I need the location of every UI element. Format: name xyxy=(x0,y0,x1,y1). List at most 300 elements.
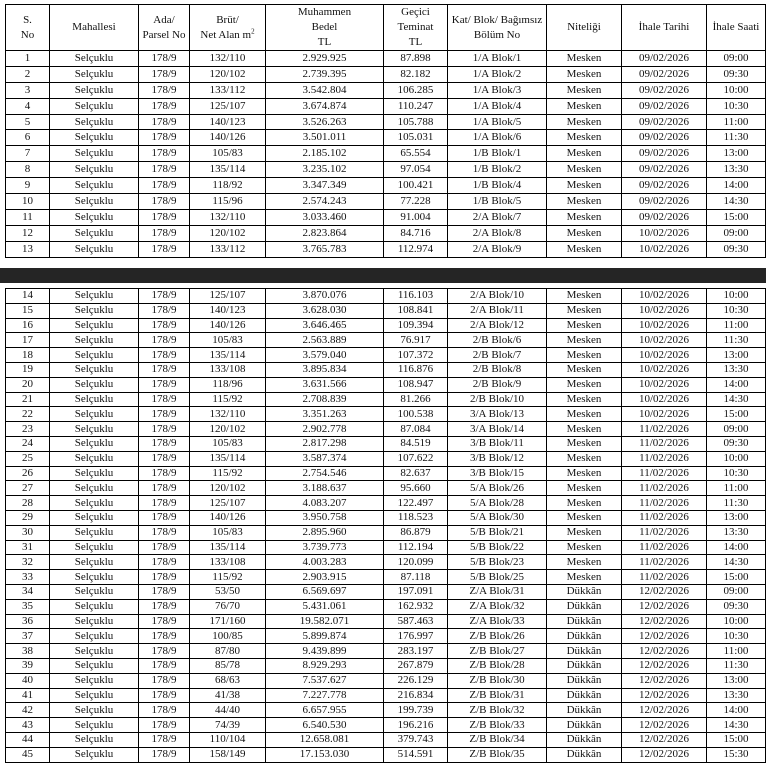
cell-sno: 6 xyxy=(6,130,50,146)
cell-bolum-no: Z/B Blok/35 xyxy=(448,747,547,762)
cell-ihale-tarihi: 10/02/2026 xyxy=(622,333,707,348)
cell-ihale-saati: 11:30 xyxy=(707,658,766,673)
cell-muhammen-bedel: 6.540.530 xyxy=(266,718,384,733)
cell-bolum-no: Z/B Blok/28 xyxy=(448,658,547,673)
cell-mahallesi: Selçuklu xyxy=(50,209,139,225)
cell-ihale-saati: 13:00 xyxy=(707,673,766,688)
table-row xyxy=(6,162,766,178)
auction-table-page-1 xyxy=(5,4,766,258)
cell-alan: 125/107 xyxy=(190,496,266,511)
cell-niteligi: Dükkân xyxy=(547,614,622,629)
cell-mahallesi: Selçuklu xyxy=(50,82,139,98)
cell-ada-parsel: 178/9 xyxy=(139,466,190,481)
cell-sno: 15 xyxy=(6,303,50,318)
cell-niteligi: Mesken xyxy=(547,51,622,67)
table-row xyxy=(6,114,766,130)
cell-ada-parsel: 178/9 xyxy=(139,407,190,422)
cell-ihale-tarihi: 12/02/2026 xyxy=(622,584,707,599)
cell-mahallesi: Selçuklu xyxy=(50,51,139,67)
cell-niteligi: Dükkân xyxy=(547,658,622,673)
cell-gecici-teminat: 162.932 xyxy=(384,599,448,614)
cell-ada-parsel: 178/9 xyxy=(139,747,190,762)
cell-bolum-no: 2/A Blok/8 xyxy=(448,225,547,241)
cell-ihale-tarihi: 10/02/2026 xyxy=(622,303,707,318)
table-row xyxy=(6,466,766,481)
cell-alan: 135/114 xyxy=(190,162,266,178)
cell-sno: 2 xyxy=(6,66,50,82)
cell-ihale-tarihi: 12/02/2026 xyxy=(622,732,707,747)
cell-ada-parsel: 178/9 xyxy=(139,436,190,451)
table-row xyxy=(6,718,766,733)
cell-ihale-saati: 10:30 xyxy=(707,629,766,644)
cell-bolum-no: 2/A Blok/10 xyxy=(448,289,547,304)
cell-niteligi: Mesken xyxy=(547,66,622,82)
cell-niteligi: Mesken xyxy=(547,510,622,525)
cell-ihale-tarihi: 11/02/2026 xyxy=(622,510,707,525)
cell-bolum-no: Z/B Blok/27 xyxy=(448,644,547,659)
table-row xyxy=(6,377,766,392)
cell-mahallesi: Selçuklu xyxy=(50,241,139,257)
cell-ada-parsel: 178/9 xyxy=(139,496,190,511)
cell-ihale-saati: 13:00 xyxy=(707,510,766,525)
cell-ada-parsel: 178/9 xyxy=(139,718,190,733)
cell-gecici-teminat: 87.084 xyxy=(384,422,448,437)
cell-bolum-no: 3/A Blok/14 xyxy=(448,422,547,437)
cell-ihale-tarihi: 12/02/2026 xyxy=(622,747,707,762)
cell-ada-parsel: 178/9 xyxy=(139,82,190,98)
cell-bolum-no: Z/B Blok/34 xyxy=(448,732,547,747)
cell-gecici-teminat: 100.538 xyxy=(384,407,448,422)
cell-alan: 140/126 xyxy=(190,510,266,525)
cell-bolum-no: 1/B Blok/2 xyxy=(448,162,547,178)
cell-ihale-saati: 10:00 xyxy=(707,289,766,304)
cell-gecici-teminat: 86.879 xyxy=(384,525,448,540)
cell-muhammen-bedel: 2.903.915 xyxy=(266,570,384,585)
cell-muhammen-bedel: 3.631.566 xyxy=(266,377,384,392)
cell-ihale-saati: 10:30 xyxy=(707,303,766,318)
cell-ada-parsel: 178/9 xyxy=(139,348,190,363)
cell-sno: 17 xyxy=(6,333,50,348)
cell-ihale-tarihi: 12/02/2026 xyxy=(622,629,707,644)
cell-bolum-no: 1/A Blok/5 xyxy=(448,114,547,130)
cell-muhammen-bedel: 3.895.834 xyxy=(266,362,384,377)
cell-bolum-no: Z/A Blok/32 xyxy=(448,599,547,614)
table-row xyxy=(6,584,766,599)
cell-sno: 30 xyxy=(6,525,50,540)
cell-sno: 42 xyxy=(6,703,50,718)
cell-ihale-saati: 11:30 xyxy=(707,333,766,348)
cell-mahallesi: Selçuklu xyxy=(50,644,139,659)
cell-ihale-tarihi: 11/02/2026 xyxy=(622,422,707,437)
cell-alan: 105/83 xyxy=(190,333,266,348)
table-row xyxy=(6,194,766,210)
cell-bolum-no: 5/B Blok/22 xyxy=(448,540,547,555)
cell-ihale-tarihi: 12/02/2026 xyxy=(622,688,707,703)
cell-alan: 100/85 xyxy=(190,629,266,644)
cell-gecici-teminat: 97.054 xyxy=(384,162,448,178)
cell-ihale-saati: 10:30 xyxy=(707,466,766,481)
cell-bolum-no: 2/B Blok/10 xyxy=(448,392,547,407)
cell-gecici-teminat: 84.716 xyxy=(384,225,448,241)
cell-ihale-saati: 09:00 xyxy=(707,225,766,241)
cell-muhammen-bedel: 3.765.783 xyxy=(266,241,384,257)
table-row xyxy=(6,688,766,703)
cell-alan: 115/92 xyxy=(190,392,266,407)
cell-ihale-saati: 14:30 xyxy=(707,555,766,570)
table-row xyxy=(6,644,766,659)
cell-mahallesi: Selçuklu xyxy=(50,570,139,585)
cell-alan: 115/92 xyxy=(190,466,266,481)
cell-bolum-no: 1/B Blok/5 xyxy=(448,194,547,210)
cell-mahallesi: Selçuklu xyxy=(50,178,139,194)
cell-muhammen-bedel: 6.569.697 xyxy=(266,584,384,599)
table-row xyxy=(6,658,766,673)
cell-bolum-no: 5/B Blok/25 xyxy=(448,570,547,585)
cell-alan: 120/102 xyxy=(190,481,266,496)
cell-ihale-saati: 09:30 xyxy=(707,66,766,82)
cell-ihale-tarihi: 10/02/2026 xyxy=(622,377,707,392)
cell-mahallesi: Selçuklu xyxy=(50,98,139,114)
cell-niteligi: Mesken xyxy=(547,570,622,585)
cell-sno: 27 xyxy=(6,481,50,496)
cell-muhammen-bedel: 7.227.778 xyxy=(266,688,384,703)
cell-ada-parsel: 178/9 xyxy=(139,599,190,614)
cell-muhammen-bedel: 5.431.061 xyxy=(266,599,384,614)
cell-ada-parsel: 178/9 xyxy=(139,130,190,146)
cell-sno: 9 xyxy=(6,178,50,194)
cell-gecici-teminat: 216.834 xyxy=(384,688,448,703)
cell-gecici-teminat: 587.463 xyxy=(384,614,448,629)
cell-ada-parsel: 178/9 xyxy=(139,555,190,570)
cell-alan: 120/102 xyxy=(190,225,266,241)
header-muhammen-bedel: Muhammen Bedel TL xyxy=(266,5,384,51)
cell-bolum-no: 1/A Blok/3 xyxy=(448,82,547,98)
cell-sno: 3 xyxy=(6,82,50,98)
table-row xyxy=(6,333,766,348)
table-row xyxy=(6,82,766,98)
cell-muhammen-bedel: 3.950.758 xyxy=(266,510,384,525)
cell-alan: 105/83 xyxy=(190,525,266,540)
cell-mahallesi: Selçuklu xyxy=(50,225,139,241)
cell-muhammen-bedel: 2.902.778 xyxy=(266,422,384,437)
cell-ihale-tarihi: 09/02/2026 xyxy=(622,146,707,162)
cell-ada-parsel: 178/9 xyxy=(139,333,190,348)
cell-ada-parsel: 178/9 xyxy=(139,392,190,407)
cell-gecici-teminat: 109.394 xyxy=(384,318,448,333)
table-row xyxy=(6,241,766,257)
cell-ihale-tarihi: 12/02/2026 xyxy=(622,614,707,629)
cell-ada-parsel: 178/9 xyxy=(139,318,190,333)
cell-gecici-teminat: 77.228 xyxy=(384,194,448,210)
cell-mahallesi: Selçuklu xyxy=(50,377,139,392)
cell-gecici-teminat: 196.216 xyxy=(384,718,448,733)
cell-niteligi: Mesken xyxy=(547,436,622,451)
cell-gecici-teminat: 65.554 xyxy=(384,146,448,162)
cell-muhammen-bedel: 2.563.889 xyxy=(266,333,384,348)
cell-bolum-no: 3/A Blok/13 xyxy=(448,407,547,422)
cell-ada-parsel: 178/9 xyxy=(139,289,190,304)
cell-muhammen-bedel: 5.899.874 xyxy=(266,629,384,644)
cell-sno: 28 xyxy=(6,496,50,511)
cell-muhammen-bedel: 3.526.263 xyxy=(266,114,384,130)
cell-niteligi: Mesken xyxy=(547,114,622,130)
cell-niteligi: Mesken xyxy=(547,98,622,114)
cell-sno: 45 xyxy=(6,747,50,762)
cell-niteligi: Mesken xyxy=(547,194,622,210)
cell-ihale-tarihi: 11/02/2026 xyxy=(622,555,707,570)
cell-alan: 74/39 xyxy=(190,718,266,733)
cell-muhammen-bedel: 3.501.011 xyxy=(266,130,384,146)
cell-niteligi: Mesken xyxy=(547,407,622,422)
cell-ihale-tarihi: 09/02/2026 xyxy=(622,209,707,225)
cell-gecici-teminat: 107.372 xyxy=(384,348,448,363)
cell-muhammen-bedel: 3.628.030 xyxy=(266,303,384,318)
header-ada-parsel: Ada/ Parsel No xyxy=(139,5,190,51)
cell-alan: 135/114 xyxy=(190,348,266,363)
cell-bolum-no: 2/A Blok/12 xyxy=(448,318,547,333)
cell-muhammen-bedel: 2.929.925 xyxy=(266,51,384,67)
cell-ada-parsel: 178/9 xyxy=(139,732,190,747)
cell-ada-parsel: 178/9 xyxy=(139,178,190,194)
cell-niteligi: Mesken xyxy=(547,362,622,377)
cell-mahallesi: Selçuklu xyxy=(50,703,139,718)
cell-mahallesi: Selçuklu xyxy=(50,658,139,673)
cell-ihale-saati: 15:00 xyxy=(707,732,766,747)
cell-gecici-teminat: 176.997 xyxy=(384,629,448,644)
cell-ihale-saati: 11:00 xyxy=(707,318,766,333)
cell-sno: 7 xyxy=(6,146,50,162)
cell-niteligi: Mesken xyxy=(547,209,622,225)
table-row xyxy=(6,178,766,194)
cell-mahallesi: Selçuklu xyxy=(50,718,139,733)
cell-niteligi: Dükkân xyxy=(547,718,622,733)
cell-sno: 25 xyxy=(6,451,50,466)
cell-alan: 133/108 xyxy=(190,362,266,377)
cell-sno: 29 xyxy=(6,510,50,525)
cell-gecici-teminat: 82.182 xyxy=(384,66,448,82)
cell-ihale-tarihi: 11/02/2026 xyxy=(622,436,707,451)
cell-muhammen-bedel: 2.895.960 xyxy=(266,525,384,540)
cell-mahallesi: Selçuklu xyxy=(50,540,139,555)
cell-niteligi: Mesken xyxy=(547,289,622,304)
table-row xyxy=(6,407,766,422)
cell-bolum-no: 5/A Blok/26 xyxy=(448,481,547,496)
cell-sno: 40 xyxy=(6,673,50,688)
table-row xyxy=(6,225,766,241)
cell-ihale-saati: 09:00 xyxy=(707,422,766,437)
cell-ihale-saati: 13:30 xyxy=(707,525,766,540)
cell-gecici-teminat: 283.197 xyxy=(384,644,448,659)
cell-ada-parsel: 178/9 xyxy=(139,98,190,114)
cell-alan: 87/80 xyxy=(190,644,266,659)
cell-gecici-teminat: 226.129 xyxy=(384,673,448,688)
cell-sno: 14 xyxy=(6,289,50,304)
cell-sno: 38 xyxy=(6,644,50,659)
cell-muhammen-bedel: 3.870.076 xyxy=(266,289,384,304)
cell-bolum-no: 2/B Blok/7 xyxy=(448,348,547,363)
cell-niteligi: Mesken xyxy=(547,303,622,318)
cell-gecici-teminat: 108.841 xyxy=(384,303,448,318)
cell-mahallesi: Selçuklu xyxy=(50,114,139,130)
cell-niteligi: Dükkân xyxy=(547,629,622,644)
cell-muhammen-bedel: 3.188.637 xyxy=(266,481,384,496)
cell-ihale-saati: 11:00 xyxy=(707,114,766,130)
cell-ihale-saati: 15:30 xyxy=(707,747,766,762)
cell-ihale-saati: 09:30 xyxy=(707,599,766,614)
cell-niteligi: Dükkân xyxy=(547,747,622,762)
table-row xyxy=(6,362,766,377)
cell-sno: 36 xyxy=(6,614,50,629)
cell-bolum-no: 5/B Blok/21 xyxy=(448,525,547,540)
table-row xyxy=(6,451,766,466)
cell-sno: 37 xyxy=(6,629,50,644)
cell-gecici-teminat: 120.099 xyxy=(384,555,448,570)
cell-bolum-no: 2/A Blok/9 xyxy=(448,241,547,257)
cell-niteligi: Mesken xyxy=(547,466,622,481)
cell-muhammen-bedel: 2.823.864 xyxy=(266,225,384,241)
cell-ihale-saati: 14:00 xyxy=(707,377,766,392)
cell-ihale-tarihi: 12/02/2026 xyxy=(622,673,707,688)
cell-niteligi: Mesken xyxy=(547,146,622,162)
table-row xyxy=(6,209,766,225)
table-row xyxy=(6,66,766,82)
cell-ihale-saati: 11:30 xyxy=(707,496,766,511)
cell-sno: 26 xyxy=(6,466,50,481)
cell-alan: 68/63 xyxy=(190,673,266,688)
cell-bolum-no: 5/B Blok/23 xyxy=(448,555,547,570)
table-body-page-2 xyxy=(6,289,766,763)
cell-mahallesi: Selçuklu xyxy=(50,348,139,363)
cell-ihale-tarihi: 09/02/2026 xyxy=(622,162,707,178)
cell-bolum-no: 3/B Blok/11 xyxy=(448,436,547,451)
table-row xyxy=(6,732,766,747)
table-row xyxy=(6,703,766,718)
cell-niteligi: Mesken xyxy=(547,82,622,98)
cell-gecici-teminat: 87.118 xyxy=(384,570,448,585)
cell-muhammen-bedel: 2.739.395 xyxy=(266,66,384,82)
cell-gecici-teminat: 106.285 xyxy=(384,82,448,98)
cell-bolum-no: 2/B Blok/6 xyxy=(448,333,547,348)
table-row xyxy=(6,422,766,437)
table-row xyxy=(6,629,766,644)
cell-ihale-tarihi: 11/02/2026 xyxy=(622,540,707,555)
cell-bolum-no: 1/B Blok/4 xyxy=(448,178,547,194)
cell-ada-parsel: 178/9 xyxy=(139,703,190,718)
cell-sno: 34 xyxy=(6,584,50,599)
cell-mahallesi: Selçuklu xyxy=(50,732,139,747)
cell-bolum-no: 5/A Blok/28 xyxy=(448,496,547,511)
cell-ada-parsel: 178/9 xyxy=(139,162,190,178)
table-row xyxy=(6,98,766,114)
header-bolum-no: Kat/ Blok/ Bağımsız Bölüm No xyxy=(448,5,547,51)
cell-mahallesi: Selçuklu xyxy=(50,496,139,511)
cell-ihale-saati: 13:00 xyxy=(707,146,766,162)
cell-mahallesi: Selçuklu xyxy=(50,422,139,437)
cell-ihale-tarihi: 11/02/2026 xyxy=(622,570,707,585)
cell-ihale-tarihi: 10/02/2026 xyxy=(622,318,707,333)
cell-sno: 13 xyxy=(6,241,50,257)
cell-mahallesi: Selçuklu xyxy=(50,555,139,570)
cell-sno: 41 xyxy=(6,688,50,703)
cell-ada-parsel: 178/9 xyxy=(139,540,190,555)
cell-alan: 105/83 xyxy=(190,146,266,162)
cell-ada-parsel: 178/9 xyxy=(139,658,190,673)
cell-ada-parsel: 178/9 xyxy=(139,66,190,82)
cell-ihale-saati: 09:30 xyxy=(707,436,766,451)
cell-niteligi: Mesken xyxy=(547,451,622,466)
cell-niteligi: Mesken xyxy=(547,525,622,540)
cell-alan: 53/50 xyxy=(190,584,266,599)
cell-gecici-teminat: 107.622 xyxy=(384,451,448,466)
cell-alan: 132/110 xyxy=(190,51,266,67)
cell-bolum-no: 1/A Blok/4 xyxy=(448,98,547,114)
cell-alan: 135/114 xyxy=(190,451,266,466)
cell-alan: 85/78 xyxy=(190,658,266,673)
cell-mahallesi: Selçuklu xyxy=(50,510,139,525)
cell-mahallesi: Selçuklu xyxy=(50,162,139,178)
cell-mahallesi: Selçuklu xyxy=(50,599,139,614)
cell-ihale-tarihi: 11/02/2026 xyxy=(622,451,707,466)
cell-ihale-saati: 14:00 xyxy=(707,703,766,718)
cell-niteligi: Mesken xyxy=(547,318,622,333)
cell-muhammen-bedel: 3.579.040 xyxy=(266,348,384,363)
cell-bolum-no: Z/B Blok/30 xyxy=(448,673,547,688)
cell-alan: 132/110 xyxy=(190,407,266,422)
cell-ada-parsel: 178/9 xyxy=(139,644,190,659)
table-row xyxy=(6,289,766,304)
cell-gecici-teminat: 122.497 xyxy=(384,496,448,511)
header-niteligi: Niteliği xyxy=(547,5,622,51)
cell-bolum-no: 3/B Blok/12 xyxy=(448,451,547,466)
cell-ihale-tarihi: 09/02/2026 xyxy=(622,114,707,130)
cell-alan: 120/102 xyxy=(190,66,266,82)
cell-ihale-tarihi: 10/02/2026 xyxy=(622,241,707,257)
table-row xyxy=(6,392,766,407)
cell-alan: 140/123 xyxy=(190,114,266,130)
cell-sno: 33 xyxy=(6,570,50,585)
cell-bolum-no: Z/B Blok/26 xyxy=(448,629,547,644)
cell-gecici-teminat: 116.103 xyxy=(384,289,448,304)
cell-ihale-tarihi: 11/02/2026 xyxy=(622,496,707,511)
cell-ihale-saati: 09:00 xyxy=(707,51,766,67)
cell-mahallesi: Selçuklu xyxy=(50,451,139,466)
cell-niteligi: Mesken xyxy=(547,481,622,496)
cell-bolum-no: Z/B Blok/33 xyxy=(448,718,547,733)
cell-niteligi: Mesken xyxy=(547,496,622,511)
cell-muhammen-bedel: 3.235.102 xyxy=(266,162,384,178)
cell-ihale-saati: 15:00 xyxy=(707,209,766,225)
cell-mahallesi: Selçuklu xyxy=(50,673,139,688)
cell-mahallesi: Selçuklu xyxy=(50,525,139,540)
cell-gecici-teminat: 108.947 xyxy=(384,377,448,392)
cell-gecici-teminat: 100.421 xyxy=(384,178,448,194)
cell-mahallesi: Selçuklu xyxy=(50,481,139,496)
page-separator-bar xyxy=(0,268,766,283)
cell-muhammen-bedel: 3.347.349 xyxy=(266,178,384,194)
table-row xyxy=(6,496,766,511)
cell-sno: 19 xyxy=(6,362,50,377)
cell-sno: 22 xyxy=(6,407,50,422)
table-header-row xyxy=(6,5,766,51)
cell-ihale-tarihi: 10/02/2026 xyxy=(622,362,707,377)
cell-bolum-no: Z/B Blok/31 xyxy=(448,688,547,703)
cell-ihale-saati: 10:30 xyxy=(707,98,766,114)
table-row xyxy=(6,303,766,318)
table-row xyxy=(6,318,766,333)
cell-gecici-teminat: 197.091 xyxy=(384,584,448,599)
cell-alan: 133/108 xyxy=(190,555,266,570)
cell-ihale-saati: 13:30 xyxy=(707,688,766,703)
